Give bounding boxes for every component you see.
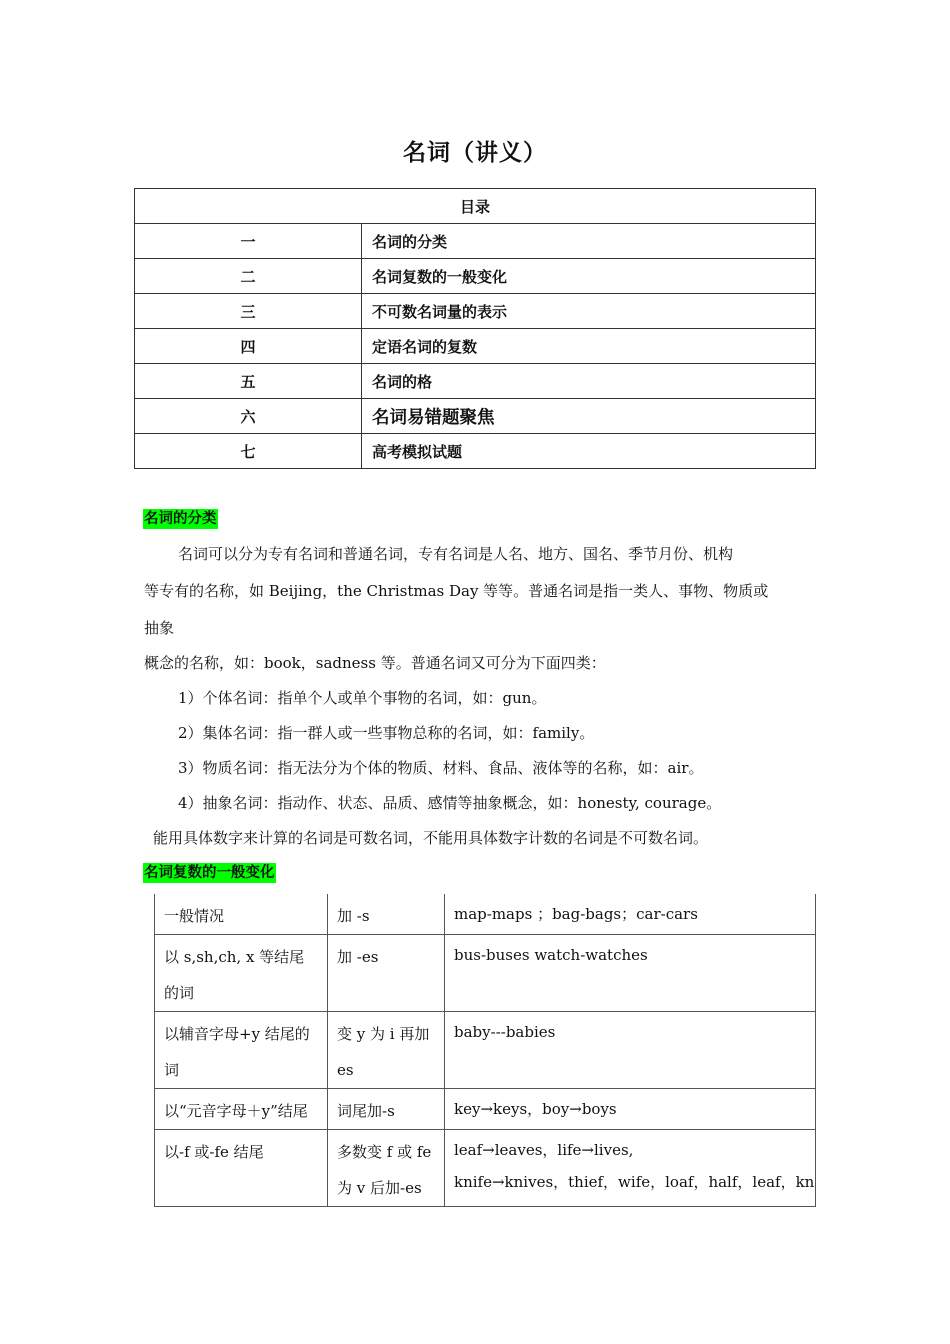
rule-cell: 加 -s (328, 894, 445, 935)
example-line: leaf→leaves，life→lives, (454, 1141, 634, 1159)
toc-row (135, 329, 816, 364)
paragraph-line: 等专有的名称，如 Beijing，the Christmas Day 等等。普通名词是指一类人、事物、物质或 (144, 582, 769, 600)
toc-label: 定语名词的复数 (362, 329, 816, 364)
toc-row (135, 259, 816, 294)
example-cell (445, 935, 816, 1012)
paragraph-line: 概念的名称，如：book，sadness 等。普通名词又可分为下面四类： (144, 654, 606, 672)
toc-number: 七 (135, 434, 362, 469)
rule-cell: 加 -es (328, 935, 445, 1012)
toc-number: 二 (135, 259, 362, 294)
example-line: baby---babies (454, 1023, 556, 1041)
toc-header: 目录 (135, 189, 816, 224)
example-cell (445, 1089, 816, 1130)
case-cell: 以“元音字母＋y”结尾 (155, 1089, 328, 1130)
case-cell: 以-f 或-fe 结尾 (155, 1130, 328, 1207)
toc-label: 不可数名词量的表示 (362, 294, 816, 329)
example-cell (445, 894, 816, 935)
toc-row (135, 399, 816, 434)
paragraph-line: 名词可以分为专有名词和普通名词，专有名词是人名、地方、国名、季节月份、机构 (178, 545, 734, 563)
toc-label: 名词复数的一般变化 (362, 259, 816, 294)
toc-label: 名词的格 (362, 364, 816, 399)
example-line: knife→knives，thief，wife，loaf，half，leaf，kn (454, 1173, 815, 1191)
section-heading-classification: 名词的分类 (144, 511, 217, 527)
section-heading-plural-rules: 名词复数的一般变化 (144, 865, 275, 881)
toc-label: 名词易错题聚焦 (362, 399, 816, 434)
case-cell: 以 s,sh,ch, x 等结尾的词 (155, 935, 328, 1012)
toc-row (135, 294, 816, 329)
rule-cell: 变 y 为 i 再加 es (328, 1012, 445, 1089)
list-item: 1）个体名词：指单个人或单个事物的名词，如：gun。 (178, 689, 547, 707)
toc-number: 三 (135, 294, 362, 329)
example-line: bus-buses watch-watches (454, 946, 648, 964)
case-cell: 以辅音字母+y 结尾的词 (155, 1012, 328, 1089)
toc-number: 六 (135, 399, 362, 434)
table-row (155, 935, 816, 1012)
page-title: 名词（讲义） (403, 140, 547, 166)
table-of-contents (134, 188, 816, 469)
rule-cell: 多数变 f 或 fe 为 v 后加-es (328, 1130, 445, 1207)
plural-rules-table (154, 894, 816, 1207)
table-row (155, 1089, 816, 1130)
toc-label: 名词的分类 (362, 224, 816, 259)
list-item: 4）抽象名词：指动作、状态、品质、感情等抽象概念，如：honesty, courage。 (178, 794, 722, 812)
list-item: 3）物质名词：指无法分为个体的物质、材料、食品、液体等的名称，如：air。 (178, 759, 704, 777)
toc-number: 四 (135, 329, 362, 364)
toc-row (135, 434, 816, 469)
example-line: key→keys，boy→boys (454, 1100, 617, 1118)
example-line: map-maps ；bag-bags；car-cars (454, 905, 698, 923)
toc-number: 一 (135, 224, 362, 259)
paragraph-line: 能用具体数字来计算的名词是可数名词，不能用具体数字计数的名词是不可数名词。 (153, 829, 709, 847)
toc-number: 五 (135, 364, 362, 399)
paragraph-line: 抽象 (144, 619, 175, 637)
table-row (155, 1012, 816, 1089)
toc-label: 高考模拟试题 (362, 434, 816, 469)
example-cell (445, 1012, 816, 1089)
toc-row (135, 364, 816, 399)
example-cell (445, 1130, 816, 1207)
list-item: 2）集体名词：指一群人或一些事物总称的名词，如：family。 (178, 724, 595, 742)
case-cell: 一般情况 (155, 894, 328, 935)
table-row (155, 1130, 816, 1207)
rule-cell: 词尾加-s (328, 1089, 445, 1130)
table-row (155, 894, 816, 935)
toc-row (135, 224, 816, 259)
